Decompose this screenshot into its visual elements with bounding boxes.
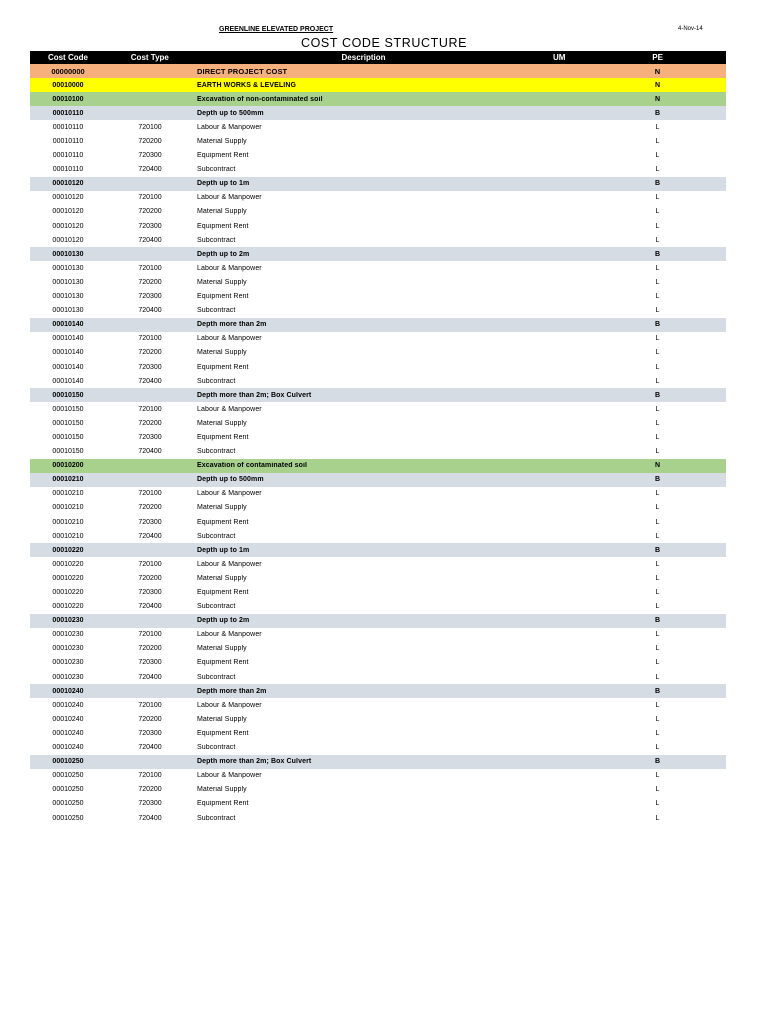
cost-type-cell: 720400	[138, 673, 162, 681]
table-row	[30, 149, 726, 163]
pe-cell: L	[655, 729, 660, 737]
description-cell: Labour & Manpower	[197, 335, 262, 343]
description-cell: Material Supply	[197, 504, 247, 512]
table-row	[30, 318, 726, 332]
cost-type-cell: 720300	[138, 293, 162, 301]
cost-code-cell: 00010230	[52, 659, 84, 667]
cost-type-cell: 720200	[138, 138, 162, 146]
column-header-description: Description	[341, 53, 386, 62]
cost-code-cell: 00010110	[52, 166, 84, 174]
description-cell: Excavation of contaminated soil	[197, 462, 308, 470]
cost-type-cell: 720200	[138, 645, 162, 653]
column-header-um: UM	[553, 53, 566, 62]
table-row	[30, 755, 726, 769]
cost-code-cell: 00010240	[52, 715, 84, 723]
cost-code-cell: 00010140	[52, 321, 84, 329]
table-row	[30, 416, 726, 430]
pe-cell: L	[655, 744, 660, 752]
table-row	[30, 445, 726, 459]
pe-cell: B	[654, 321, 661, 329]
cost-type-cell: 720300	[138, 433, 162, 441]
table-row	[30, 684, 726, 698]
pe-cell: L	[655, 786, 660, 794]
table-row	[30, 614, 726, 628]
table-row	[30, 698, 726, 712]
table-row	[30, 346, 726, 360]
cost-type-cell: 720400	[138, 377, 162, 385]
cost-code-cell: 00010250	[52, 786, 84, 794]
cost-code-cell: 00010120	[52, 236, 84, 244]
cost-type-cell: 720200	[138, 278, 162, 286]
cost-type-cell: 720200	[138, 715, 162, 723]
table-row	[30, 360, 726, 374]
pe-cell: L	[655, 138, 660, 146]
cost-code-cell: 00010230	[52, 673, 84, 681]
description-cell: Material Supply	[197, 715, 247, 723]
pe-cell: L	[655, 349, 660, 357]
description-cell: Labour & Manpower	[197, 701, 262, 709]
description-cell: Labour & Manpower	[197, 772, 262, 780]
pe-cell: N	[654, 66, 661, 76]
cost-code-cell: 00010210	[52, 532, 84, 540]
cost-type-cell: 720100	[138, 772, 162, 780]
table-row	[30, 120, 726, 134]
cost-type-cell: 720400	[138, 744, 162, 752]
description-cell: Labour & Manpower	[197, 194, 262, 202]
cost-code-cell: 00010120	[52, 222, 84, 230]
description-cell: Depth up to 500mm	[197, 109, 264, 117]
cost-code-cell: 00010230	[52, 617, 84, 625]
table-row	[30, 797, 726, 811]
cost-code-cell: 00010220	[52, 574, 84, 582]
table-row	[30, 106, 726, 120]
cost-type-cell: 720400	[138, 603, 162, 611]
cost-code-cell: 00010150	[52, 433, 84, 441]
description-cell: Excavation of non-contaminated soil	[197, 95, 323, 103]
cost-type-cell: 720100	[138, 701, 162, 709]
description-cell: Equipment Rent	[197, 659, 249, 667]
cost-code-cell: 00010220	[52, 603, 84, 611]
table-row	[30, 191, 726, 205]
pe-cell: L	[655, 222, 660, 230]
pe-cell: B	[654, 617, 661, 625]
cost-type-cell: 720400	[138, 448, 162, 456]
pe-cell: L	[655, 715, 660, 723]
table-row	[30, 473, 726, 487]
pe-cell: L	[655, 335, 660, 343]
column-header-pe: PE	[652, 53, 663, 62]
table-row	[30, 233, 726, 247]
cost-code-cell: 00010140	[52, 363, 84, 371]
table-row	[30, 487, 726, 501]
table-body	[30, 64, 726, 825]
cost-code-table	[30, 51, 726, 825]
table-row	[30, 92, 726, 106]
table-row	[30, 163, 726, 177]
pe-cell: L	[655, 194, 660, 202]
description-cell: Depth more than 2m; Box Culvert	[197, 758, 312, 766]
description-cell: Equipment Rent	[197, 729, 249, 737]
table-row	[30, 543, 726, 557]
cost-type-cell: 720200	[138, 419, 162, 427]
description-cell: Subcontract	[197, 448, 236, 456]
cost-type-cell: 720200	[138, 574, 162, 582]
description-cell: Labour & Manpower	[197, 123, 262, 131]
table-row	[30, 571, 726, 585]
cost-type-cell: 720300	[138, 589, 162, 597]
description-cell: Material Supply	[197, 786, 247, 794]
description-cell: Material Supply	[197, 208, 247, 216]
table-row	[30, 304, 726, 318]
pe-cell: L	[655, 589, 660, 597]
table-row	[30, 459, 726, 473]
description-cell: Subcontract	[197, 673, 236, 681]
column-header-cost-code: Cost Code	[47, 53, 88, 62]
description-cell: Depth up to 2m	[197, 617, 250, 625]
cost-code-cell: 00010210	[52, 518, 84, 526]
pe-cell: B	[654, 109, 661, 117]
description-cell: Material Supply	[197, 419, 247, 427]
table-row	[30, 332, 726, 346]
pe-cell: L	[655, 166, 660, 174]
pe-cell: L	[655, 448, 660, 456]
cost-type-cell: 720300	[138, 659, 162, 667]
cost-type-cell: 720100	[138, 405, 162, 413]
cost-code-cell: 00010240	[52, 729, 84, 737]
pe-cell: L	[655, 363, 660, 371]
description-cell: Depth up to 1m	[197, 180, 250, 188]
description-cell: EARTH WORKS & LEVELING	[197, 81, 297, 89]
cost-code-cell: 00010110	[52, 123, 84, 131]
table-row	[30, 642, 726, 656]
cost-code-cell: 00010130	[52, 307, 84, 315]
cost-code-cell: 00010130	[52, 278, 84, 286]
description-cell: Labour & Manpower	[197, 264, 262, 272]
description-cell: Subcontract	[197, 166, 236, 174]
pe-cell: L	[655, 293, 660, 301]
cost-code-cell: 00010230	[52, 645, 84, 653]
pe-cell: L	[655, 278, 660, 286]
table-row	[30, 726, 726, 740]
cost-type-cell: 720200	[138, 208, 162, 216]
pe-cell: L	[655, 504, 660, 512]
description-cell: Labour & Manpower	[197, 560, 262, 568]
pe-cell: L	[655, 631, 660, 639]
table-row	[30, 219, 726, 233]
cost-type-cell: 720200	[138, 786, 162, 794]
cost-type-cell: 720100	[138, 560, 162, 568]
cost-code-cell: 00010220	[52, 546, 84, 554]
cost-code-cell: 00010130	[52, 264, 84, 272]
table-row	[30, 741, 726, 755]
pe-cell: B	[654, 250, 661, 258]
cost-code-cell: 00010130	[52, 250, 84, 258]
cost-code-cell: 00010200	[52, 462, 84, 470]
cost-code-cell: 00010250	[52, 814, 84, 822]
cost-code-cell: 00010210	[52, 476, 84, 484]
table-row	[30, 205, 726, 219]
cost-type-cell: 720300	[138, 729, 162, 737]
cost-code-cell: 00010230	[52, 631, 84, 639]
table-row	[30, 811, 726, 825]
pe-cell: B	[654, 546, 661, 554]
column-header-cost-type: Cost Type	[130, 53, 169, 62]
description-cell: Material Supply	[197, 349, 247, 357]
pe-cell: L	[655, 659, 660, 667]
cost-code-cell: 00010100	[52, 95, 84, 103]
pe-cell: B	[654, 391, 661, 399]
table-row	[30, 388, 726, 402]
cost-code-cell: 00010240	[52, 744, 84, 752]
description-cell: Material Supply	[197, 574, 247, 582]
pe-cell: L	[655, 701, 660, 709]
description-cell: Subcontract	[197, 603, 236, 611]
description-cell: Equipment Rent	[197, 222, 249, 230]
cost-code-cell: 00010130	[52, 293, 84, 301]
table-row	[30, 275, 726, 289]
description-cell: Equipment Rent	[197, 433, 249, 441]
table-row	[30, 769, 726, 783]
pe-cell: L	[655, 673, 660, 681]
cost-type-cell: 720100	[138, 490, 162, 498]
table-row	[30, 529, 726, 543]
cost-code-cell: 00010110	[52, 109, 84, 117]
table-row	[30, 134, 726, 148]
cost-code-cell: 00010150	[52, 391, 84, 399]
pe-cell: L	[655, 405, 660, 413]
cost-type-cell: 720400	[138, 307, 162, 315]
pe-cell: N	[654, 462, 661, 470]
cost-type-cell: 720300	[138, 152, 162, 160]
description-cell: Labour & Manpower	[197, 631, 262, 639]
table-row	[30, 78, 726, 92]
description-cell: Equipment Rent	[197, 152, 249, 160]
cost-code-cell: 00010220	[52, 560, 84, 568]
cost-code-cell: 00010150	[52, 419, 84, 427]
table-header-row	[30, 51, 726, 64]
cost-code-cell: 00010110	[52, 138, 84, 146]
pe-cell: N	[654, 95, 661, 103]
description-cell: Material Supply	[197, 138, 247, 146]
description-cell: Equipment Rent	[197, 518, 249, 526]
description-cell: Subcontract	[197, 307, 236, 315]
cost-type-cell: 720300	[138, 800, 162, 808]
pe-cell: B	[654, 758, 661, 766]
table-row	[30, 247, 726, 261]
description-cell: Equipment Rent	[197, 293, 249, 301]
table-row	[30, 430, 726, 444]
cost-type-cell: 720400	[138, 532, 162, 540]
cost-code-cell: 00010250	[52, 758, 84, 766]
pe-cell: L	[655, 645, 660, 653]
pe-cell: L	[655, 532, 660, 540]
cost-code-cell: 00010110	[52, 152, 84, 160]
cost-type-cell: 720100	[138, 631, 162, 639]
cost-type-cell: 720300	[138, 363, 162, 371]
description-cell: Labour & Manpower	[197, 490, 262, 498]
description-cell: Depth up to 1m	[197, 546, 250, 554]
table-row	[30, 261, 726, 275]
pe-cell: B	[654, 476, 661, 484]
pe-cell: B	[654, 687, 661, 695]
cost-code-cell: 00010140	[52, 377, 84, 385]
cost-type-cell: 720100	[138, 335, 162, 343]
description-cell: Depth more than 2m; Box Culvert	[197, 391, 312, 399]
cost-code-cell: 00010120	[52, 180, 84, 188]
pe-cell: L	[655, 419, 660, 427]
cost-code-cell: 00010250	[52, 800, 84, 808]
page-title: COST CODE STRUCTURE	[300, 36, 468, 50]
cost-type-cell: 720100	[138, 194, 162, 202]
table-row	[30, 600, 726, 614]
pe-cell: L	[655, 814, 660, 822]
pe-cell: L	[655, 264, 660, 272]
cost-code-cell: 00010240	[52, 687, 84, 695]
cost-type-cell: 720100	[138, 264, 162, 272]
description-cell: Subcontract	[197, 236, 236, 244]
pe-cell: L	[655, 518, 660, 526]
cost-code-cell: 00010150	[52, 448, 84, 456]
table-row	[30, 557, 726, 571]
cost-type-cell: 720300	[138, 222, 162, 230]
description-cell: Equipment Rent	[197, 363, 249, 371]
cost-type-cell: 720400	[138, 814, 162, 822]
pe-cell: L	[655, 603, 660, 611]
pe-cell: N	[654, 81, 661, 89]
cost-code-cell: 00010210	[52, 504, 84, 512]
description-cell: Equipment Rent	[197, 589, 249, 597]
table-row	[30, 64, 726, 78]
description-cell: Material Supply	[197, 278, 247, 286]
pe-cell: L	[655, 377, 660, 385]
table-row	[30, 656, 726, 670]
cost-type-cell: 720200	[138, 504, 162, 512]
pe-cell: L	[655, 772, 660, 780]
cost-code-cell: 00010000	[52, 81, 84, 89]
pe-cell: L	[655, 490, 660, 498]
description-cell: Depth more than 2m	[197, 321, 267, 329]
cost-code-cell: 00010150	[52, 405, 84, 413]
description-cell: Subcontract	[197, 744, 236, 752]
pe-cell: L	[655, 152, 660, 160]
cost-code-cell: 00000000	[51, 66, 85, 76]
cost-type-cell: 720400	[138, 166, 162, 174]
cost-code-cell: 00010220	[52, 589, 84, 597]
cost-code-cell: 00010120	[52, 194, 84, 202]
table-row	[30, 628, 726, 642]
table-row	[30, 501, 726, 515]
description-cell: Equipment Rent	[197, 800, 249, 808]
description-cell: Material Supply	[197, 645, 247, 653]
description-cell: Subcontract	[197, 814, 236, 822]
cost-code-cell: 00010140	[52, 335, 84, 343]
description-cell: Labour & Manpower	[197, 405, 262, 413]
table-row	[30, 402, 726, 416]
table-row	[30, 783, 726, 797]
pe-cell: L	[655, 560, 660, 568]
table-row	[30, 515, 726, 529]
table-row	[30, 670, 726, 684]
pe-cell: L	[655, 433, 660, 441]
cost-type-cell: 720400	[138, 236, 162, 244]
description-cell: Subcontract	[197, 532, 236, 540]
pe-cell: L	[655, 236, 660, 244]
description-cell: Depth up to 500mm	[197, 476, 264, 484]
table-row	[30, 177, 726, 191]
table-row	[30, 374, 726, 388]
report-date: 4-Nov-14	[678, 26, 703, 32]
cost-type-cell: 720200	[138, 349, 162, 357]
cost-code-cell: 00010240	[52, 701, 84, 709]
table-row	[30, 585, 726, 599]
pe-cell: B	[654, 180, 661, 188]
pe-cell: L	[655, 208, 660, 216]
cost-code-cell: 00010140	[52, 349, 84, 357]
cost-type-cell: 720100	[138, 123, 162, 131]
pe-cell: L	[655, 800, 660, 808]
cost-code-cell: 00010210	[52, 490, 84, 498]
project-name: GREENLINE ELEVATED PROJECT	[219, 26, 334, 33]
cost-code-cell: 00010120	[52, 208, 84, 216]
description-cell: Depth up to 2m	[197, 250, 250, 258]
table-row	[30, 712, 726, 726]
table-row	[30, 290, 726, 304]
description-cell: DIRECT PROJECT COST	[197, 66, 288, 76]
description-cell: Depth more than 2m	[197, 687, 267, 695]
cost-code-cell: 00010250	[52, 772, 84, 780]
description-cell: Subcontract	[197, 377, 236, 385]
cost-type-cell: 720300	[138, 518, 162, 526]
pe-cell: L	[655, 574, 660, 582]
pe-cell: L	[655, 123, 660, 131]
pe-cell: L	[655, 307, 660, 315]
